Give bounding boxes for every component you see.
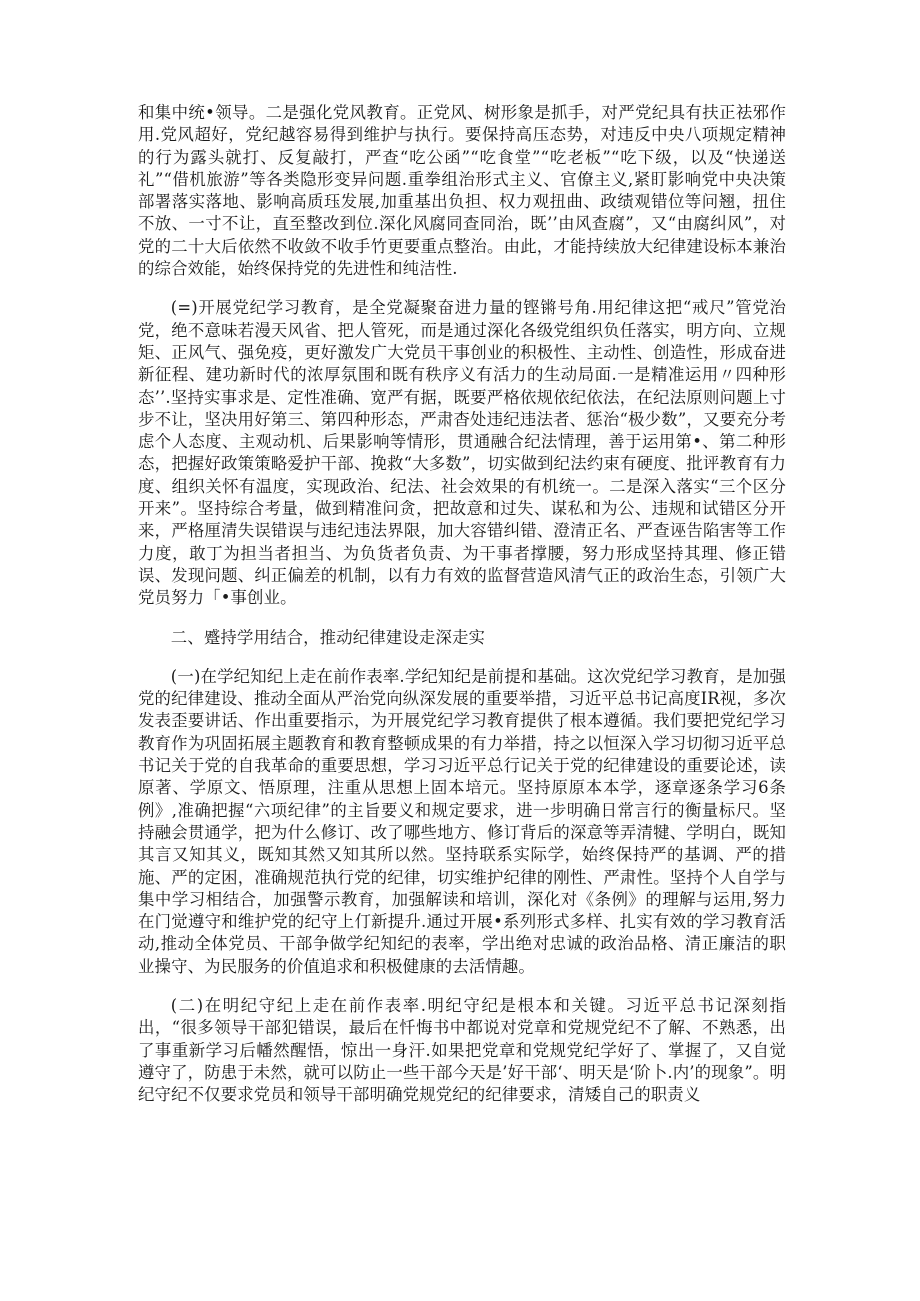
paragraph-observe-discipline: (二)在明纪守纪上走在前作表率.明纪守纪是根本和关键。习近平总书记深刻指出，“很多领导干部犯错误，最后在忏悔书中都说对党章和党规党纪不了解、不熟悉，出了事重新学习后幡然醒悟，惊出一身汗.如果把党章和党规党纪学好了、掌握了，又自觉遵守了，防患于未然，就可以防止一些干部今天是’好干部‘、明天是‘阶卜.内’的现象”。明纪守纪不仅要求党员和领导干部明确党规党纪的纪律要求，清矮自己的职责义 — [138, 995, 786, 1105]
paragraph-continuation: 和集中统•领导。二是强化党风教育。正党风、树形象是抓手，对严党纪具有扶正祛邪作用.党风超好，党纪越容易得到维护与执行。要保持高压态势，对违反中央八项规定精神的行为露头就打、反复敲打，严查“吃公函”“吃食堂”“吃老板”“吃下级，以及“快递送礼”“借机旅游”等各类隐形变异问题.重拳组治形式主义、官僚主义,紧盯影响党中央决策部署落实落地、影响高质珏发展,加重基出负担、权力观扭曲、政绩观错位等问翘，扭住不放、一寸不让，直至整改到位.深化风腐同查同治，既’’由风查腐”，又“由腐纠风”，对党的二十大后依然不收敛不收手竹更要重点整治。由此，才能持续放大纪律建设标本兼治的综合效能，始终保持党的先进性和纯洁性. — [138, 103, 786, 279]
paragraph-learn-discipline: (一)在学纪知纪上走在前作表率.学纪知纪是前提和基础。这次党纪学习教育，是加强党的纪律建设、推动全面从严治党向纵深发展的重要举措，习近平总书记高度IR视，多次发表歪要讲话、作出重要指示，为开展党纪学习教育提供了根本遵循。我们要把党纪学习教育作为巩固拓展主题教育和教育整顿成果的有力举措，持之以恒深入学习切彻习近平总书记关于党的自我革命的重要思想，学习习近平总行记关于党的纪律建设的重要论述，读原著、学原文、悟原理，注重从思想上固本培元。坚持原原本本学，逐章逐条学习6条例》,准确把握“六项纪律”的主旨要义和规定要求，进一步明确日常言行的衡量标尺。坚持融会贯通学，把为什么修订、改了哪些地方、修订背后的深意等弄清犍、学明白，既知其言又知其义，既知其然又知其所以然。坚持联系实际学，始终保持严的基调、严的措施、严的定困，准确规范执行党的纪律，切实维护纪律的刚性、严肃性。坚持个人自学与集中学习相结合，加强警示教育，加强解读和培训，深化对《条例》的理解与运用,努力在门觉遵守和维护党的纪守上仃新提升.通过开展•系列形式多样、扎实有效的学习教育活动,推动全体党员、干部争做学纪知纪的表率，学出绝对忠诚的政治品格、清正廉洁的职业操守、为民服务的价值追求和积极健康的去活情趣。 — [138, 666, 786, 976]
paragraph-party-discipline-education: (=)开展党纪学习教育，是全党凝聚奋进力量的铿锵号角.用纪律这把“戒尺”管党治党，绝不意味若漫天风省、把人管死，而是通过深化各级党组织负任落实，明方向、立规矩、正风气、强免疫，更好激发广大党员干事创业的积极性、主动性、创造性，形成奋进新征程、建功新时代的浓厚氛围和既有秩序义有活力的生动局面.一是精准运用〃四种形态’’.坚持实事求是、定性准确、宽严有据，既要严格依规依纪依法，在纪法原则问题上寸步不让，坚决用好第三、第四种形态，严肃杳处违纪违法者、惩治“极少数”，又要充分考虑个人态度、主观动机、后果影响等情形，贯通融合纪法情理，善于运用第•、第二种形态，把握好政策策略爱护干部、挽救“大多数”，切实做到纪法约束有硬度、批评教育有力度、组织关怀有温度，实现政治、纪法、社会效果的有机统一。二是深入落实“三个区分开来”。坚持综合考量，做到精准问贪，把故意和过失、谋私和为公、违规和试错区分开来，严格厘清失误错误与违纪违法界限，加大容错纠错、澄清正名、严查诬告陷害等工作力度，敢丁为担当者担当、为负货者负责、为干事者撑腰，努力形成坚持其理、修正错误、发现问题、纠正偏差的机制，以有力有效的监督营造风清气正的政治生态，引领广大党员努力「•事创业。 — [138, 298, 786, 608]
section-heading: 二、蹙持学用结合，推动纪律建设走深走实 — [170, 627, 486, 647]
